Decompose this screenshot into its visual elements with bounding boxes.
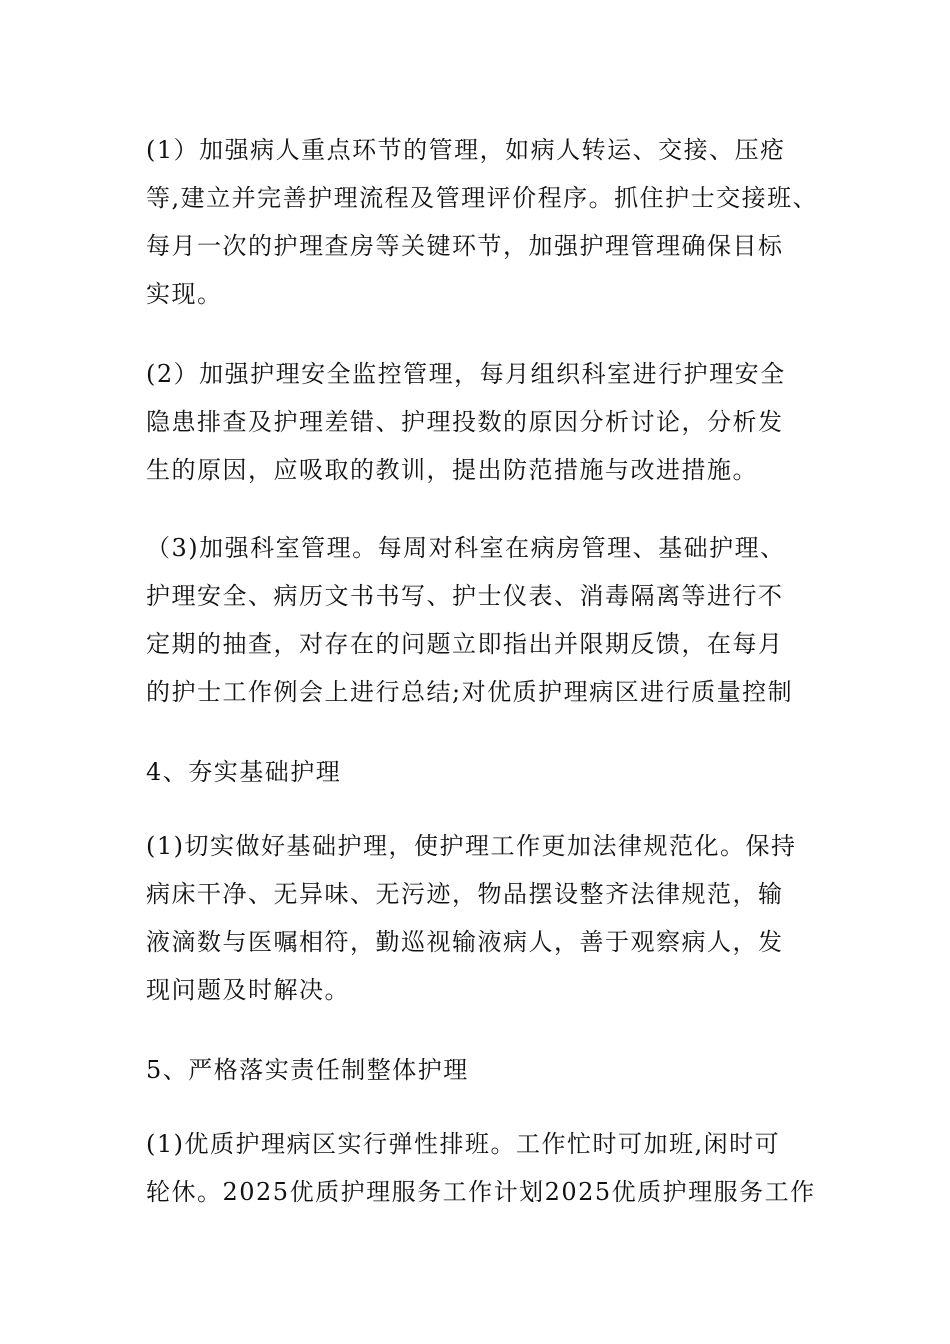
text-line: 定期的抽查，对存在的问题立即指出并限期反馈，在每月 (146, 630, 784, 658)
text-line: (2）加强护理安全监控管理，每月组织科室进行护理安全 (146, 360, 786, 388)
text-line: 生的原因，应吸取的教训，提出防范措施与改进措施。 (146, 456, 758, 484)
text-line: 实现。 (146, 280, 223, 308)
paragraph-1 (146, 126, 826, 318)
paragraph-5 (146, 1120, 826, 1216)
text-line: 每月一次的护理查房等关键环节，加强护理管理确保目标 (146, 232, 784, 260)
text-line: （3)加强科室管理。每周对科室在病房管理、基础护理、 (146, 534, 786, 562)
text-line: 隐患排查及护理差错、护理投数的原因分析讨论，分析发 (146, 408, 784, 436)
text-line: 护理安全、病历文书书写、护士仪表、消毒隔离等进行不 (146, 582, 784, 610)
heading-text: 5、严格落实责任制整体护理 (146, 1056, 469, 1084)
paragraph-2 (146, 350, 826, 494)
text-line: 的护士工作例会上进行总结;对优质护理病区进行质量控制 (146, 678, 794, 706)
text-line: (1)切实做好基础护理，使护理工作更加法律规范化。保持 (146, 832, 797, 860)
text-line: 病床干净、无异味、无污迹，物品摆设整齐法律规范，输 (146, 880, 784, 908)
text-line: 等,建立并完善护理流程及管理评价程序。抓住护士交接班、 (146, 184, 819, 212)
text-line: 液滴数与医嘱相符，勤巡视输液病人，善于观察病人，发 (146, 928, 784, 956)
heading-text: 4、夯实基础护理 (146, 758, 342, 786)
text-line: (1）加强病人重点环节的管理，如病人转运、交接、压疮 (146, 136, 786, 164)
text-line: 轮休。2025优质护理服务工作计划2025优质护理服务工作 (146, 1178, 816, 1206)
paragraph-3 (146, 524, 826, 716)
section-heading-4 (146, 748, 826, 796)
text-line: 现问题及时解决。 (146, 976, 350, 1004)
text-line: (1)优质护理病区实行弹性排班。工作忙时可加班,闲时可 (146, 1130, 781, 1158)
section-heading-5 (146, 1046, 826, 1094)
paragraph-4 (146, 822, 826, 1014)
